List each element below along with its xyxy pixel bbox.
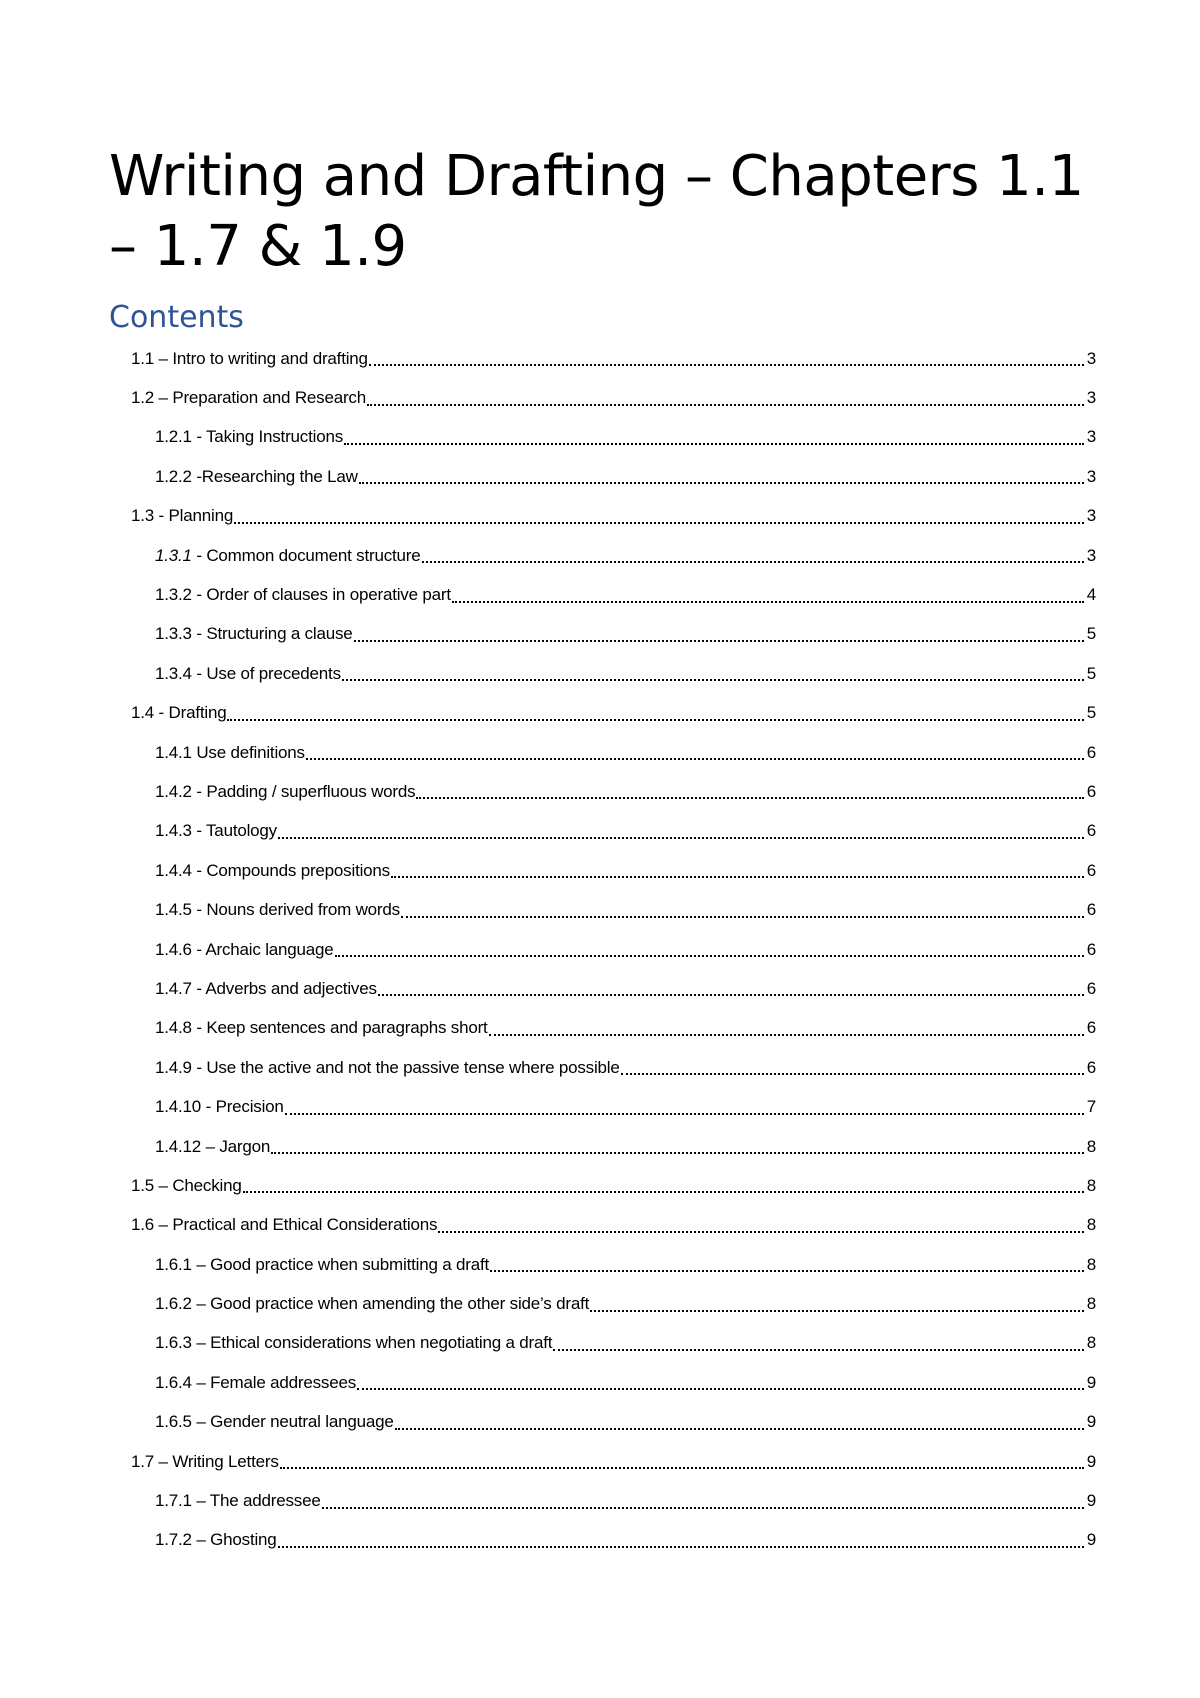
toc-entry[interactable]	[0, 1048, 1200, 1087]
toc-dot-leader	[490, 1253, 1084, 1272]
toc-dot-leader	[553, 1332, 1084, 1351]
toc-entry-text: 1.3 - Planning	[131, 506, 234, 526]
toc-entry[interactable]	[0, 654, 1200, 693]
toc-page-number[interactable]: 3	[1086, 388, 1096, 408]
toc-page-number[interactable]: 3	[1086, 427, 1096, 447]
toc-entry-text: 1.7 – Writing Letters	[131, 1451, 279, 1471]
toc-page-number[interactable]: 3	[1086, 466, 1096, 486]
toc-entry-text: 1.6.2 – Good practice when amending the other side’s draft	[155, 1294, 590, 1314]
toc-entry[interactable]	[0, 969, 1200, 1008]
toc-entry-label[interactable]	[155, 979, 377, 999]
toc-entry[interactable]	[0, 1166, 1200, 1205]
toc-entry-text: 1.2.2 -Researching the Law	[155, 466, 358, 486]
toc-entry-text: 1.7.2 – Ghosting	[155, 1530, 277, 1550]
toc-page-number[interactable]: 5	[1086, 624, 1096, 644]
toc-dot-leader	[401, 899, 1084, 918]
toc-entry[interactable]	[0, 1087, 1200, 1126]
document-title: Writing and Drafting – Chapters 1.1 – 1.7 & 1.9	[109, 144, 1084, 279]
toc-entry-text: 1.4.9 - Use the active and not the passive tense where possible	[155, 1057, 620, 1077]
toc-entry-number: 1.3.1	[155, 545, 192, 565]
toc-entry-text: 1.4.2 - Padding / superfluous words	[155, 781, 416, 801]
toc-dot-leader	[369, 347, 1084, 366]
toc-entry[interactable]	[0, 1245, 1200, 1284]
toc-entry[interactable]	[0, 930, 1200, 969]
toc-entry-text: 1.6 – Practical and Ethical Considerations	[131, 1215, 438, 1235]
toc-entry-text: 1.4 - Drafting	[131, 703, 227, 723]
toc-dot-leader	[243, 1174, 1084, 1193]
toc-entry-text: 1.4.4 - Compounds prepositions	[155, 860, 390, 880]
toc-dot-leader	[285, 1096, 1084, 1115]
toc-entry-text: 1.3.3 - Structuring a clause	[155, 624, 353, 644]
toc-dot-leader	[357, 1371, 1084, 1390]
toc-entry-text: 1.7.1 – The addressee	[155, 1491, 321, 1511]
toc-page-number[interactable]: 3	[1086, 545, 1096, 565]
toc-page-number[interactable]: 8	[1086, 1294, 1096, 1314]
toc-entry[interactable]	[0, 1284, 1200, 1323]
toc-page-number[interactable]: 8	[1086, 1254, 1096, 1274]
toc-entry[interactable]	[0, 812, 1200, 851]
toc-page-number[interactable]: 8	[1086, 1136, 1096, 1156]
toc-dot-leader	[278, 820, 1084, 839]
toc-page-number[interactable]: 6	[1086, 939, 1096, 959]
toc-entry-label[interactable]	[155, 546, 421, 566]
toc-dot-leader	[342, 662, 1084, 681]
contents-heading: Contents	[109, 300, 244, 335]
toc-entry-label[interactable]	[155, 900, 400, 920]
toc-entry-label[interactable]	[155, 743, 305, 763]
toc-entry[interactable]	[0, 418, 1200, 457]
toc-entry[interactable]	[0, 890, 1200, 929]
toc-entry-text: 1.6.1 – Good practice when submitting a draft	[155, 1254, 490, 1274]
toc-entry-text: 1.2 – Preparation and Research	[131, 388, 366, 408]
toc-entry-text: 1.4.10 - Precision	[155, 1097, 284, 1117]
toc-dot-leader	[391, 859, 1084, 878]
toc-entry-label[interactable]	[155, 1097, 284, 1117]
toc-page-number[interactable]: 6	[1086, 1057, 1096, 1077]
toc-entry-label[interactable]	[155, 427, 343, 447]
toc-dot-leader	[227, 702, 1084, 721]
toc-page-number[interactable]: 9	[1086, 1372, 1096, 1392]
toc-entry[interactable]	[0, 1206, 1200, 1245]
toc-dot-leader	[590, 1293, 1084, 1312]
toc-entry-text: - Common document structure	[191, 545, 421, 565]
toc-entry-label[interactable]	[131, 349, 368, 369]
toc-page-number[interactable]: 6	[1086, 900, 1096, 920]
toc-dot-leader	[306, 741, 1084, 760]
toc-dot-leader	[489, 1017, 1084, 1036]
toc-entry[interactable]	[0, 1403, 1200, 1442]
toc-entry[interactable]	[0, 1521, 1200, 1560]
toc-entry[interactable]	[0, 615, 1200, 654]
toc-entry-label[interactable]	[131, 388, 366, 408]
toc-entry-text: 1.6.5 – Gender neutral language	[155, 1412, 394, 1432]
toc-entry-label[interactable]	[155, 1333, 552, 1353]
toc-dot-leader	[438, 1214, 1084, 1233]
toc-entry-text: 1.4.8 - Keep sentences and paragraphs short	[155, 1018, 488, 1038]
toc-entry[interactable]	[0, 733, 1200, 772]
toc-entry-text: 1.6.3 – Ethical considerations when negotiating a draft	[155, 1333, 553, 1353]
toc-page-number[interactable]: 5	[1086, 703, 1096, 723]
toc-entry[interactable]	[0, 694, 1200, 733]
toc-dot-leader	[280, 1450, 1084, 1469]
toc-entry[interactable]	[0, 772, 1200, 811]
toc-page-number[interactable]: 5	[1086, 663, 1096, 683]
toc-entry-label[interactable]	[155, 1255, 489, 1275]
toc-page-number[interactable]: 9	[1086, 1491, 1096, 1511]
toc-dot-leader	[422, 544, 1084, 563]
toc-page-number[interactable]: 4	[1086, 585, 1096, 605]
toc-entry-label[interactable]	[155, 585, 451, 605]
toc-dot-leader	[335, 938, 1084, 957]
toc-page-number[interactable]: 7	[1086, 1097, 1096, 1117]
toc-entry-label[interactable]	[155, 664, 341, 684]
toc-entry-text: 1.3.4 - Use of precedents	[155, 663, 341, 683]
toc-page-number[interactable]: 6	[1086, 821, 1096, 841]
toc-entry[interactable]	[0, 457, 1200, 496]
toc-entry-label[interactable]	[131, 1215, 437, 1235]
toc-entry[interactable]	[0, 1363, 1200, 1402]
toc-entry[interactable]	[0, 575, 1200, 614]
toc-entry-label[interactable]	[155, 1491, 321, 1511]
toc-dot-leader	[621, 1056, 1084, 1075]
toc-entry-text: 1.3.2 - Order of clauses in operative part	[155, 585, 451, 605]
toc-entry[interactable]	[0, 1324, 1200, 1363]
toc-page-number[interactable]: 6	[1086, 1018, 1096, 1038]
toc-dot-leader	[359, 465, 1084, 484]
toc-entry-label[interactable]	[155, 1373, 356, 1393]
toc-page-number[interactable]: 8	[1086, 1333, 1096, 1353]
toc-entry[interactable]	[0, 1481, 1200, 1520]
toc-dot-leader	[395, 1411, 1084, 1430]
toc-entry-label[interactable]	[131, 506, 233, 526]
toc-entry-text: 1.2.1 - Taking Instructions	[155, 427, 343, 447]
toc-entry-text: 1.4.1 Use definitions	[155, 742, 305, 762]
toc-page-number[interactable]: 6	[1086, 781, 1096, 801]
toc-entry-label[interactable]	[155, 467, 358, 487]
toc-page-number[interactable]: 6	[1086, 860, 1096, 880]
toc-page-number[interactable]: 6	[1086, 742, 1096, 762]
toc-entry[interactable]	[0, 536, 1200, 575]
toc-entry-label[interactable]	[155, 1412, 394, 1432]
toc-entry-label[interactable]	[155, 861, 390, 881]
toc-dot-leader	[234, 505, 1084, 524]
toc-entry-label[interactable]	[131, 1176, 242, 1196]
toc-entry-label[interactable]	[155, 1058, 620, 1078]
toc-entry[interactable]	[0, 497, 1200, 536]
toc-page-number[interactable]: 9	[1086, 1451, 1096, 1471]
toc-page-number[interactable]: 9	[1086, 1530, 1096, 1550]
toc-entry-label[interactable]	[155, 624, 353, 644]
toc-page-number[interactable]: 8	[1086, 1175, 1096, 1195]
toc-entry-label[interactable]	[131, 1452, 279, 1472]
toc-page-number[interactable]: 9	[1086, 1412, 1096, 1432]
toc-entry[interactable]	[0, 1127, 1200, 1166]
toc-entry-label[interactable]	[155, 1137, 270, 1157]
toc-dot-leader	[367, 387, 1084, 406]
toc-dot-leader	[322, 1490, 1084, 1509]
toc-entry-label[interactable]	[155, 782, 415, 802]
toc-dot-leader	[354, 623, 1084, 642]
toc-page-number[interactable]: 6	[1086, 978, 1096, 998]
toc-dot-leader	[344, 426, 1084, 445]
toc-entry-label[interactable]	[155, 1294, 589, 1314]
toc-dot-leader	[452, 584, 1084, 603]
toc-entry-text: 1.4.5 - Nouns derived from words	[155, 900, 400, 920]
toc-entry[interactable]	[0, 851, 1200, 890]
toc-page-number[interactable]: 3	[1086, 348, 1096, 368]
toc-dot-leader	[378, 977, 1084, 996]
toc-entry-label[interactable]	[131, 703, 226, 723]
toc-dot-leader	[278, 1529, 1084, 1548]
toc-entry-label[interactable]	[155, 1530, 277, 1550]
toc-entry[interactable]	[0, 339, 1200, 378]
toc-page-number[interactable]: 8	[1086, 1215, 1096, 1235]
toc-entry[interactable]	[0, 1442, 1200, 1481]
toc-entry-label[interactable]	[155, 821, 277, 841]
toc-entry[interactable]	[0, 1009, 1200, 1048]
toc-entry-text: 1.5 – Checking	[131, 1175, 242, 1195]
toc-entry-label[interactable]	[155, 940, 334, 960]
toc-entry[interactable]	[0, 378, 1200, 417]
toc-dot-leader	[271, 1135, 1084, 1154]
toc-entry-text: 1.4.7 - Adverbs and adjectives	[155, 978, 377, 998]
toc-entry-text: 1.6.4 – Female addressees	[155, 1372, 357, 1392]
table-of-contents	[0, 339, 1200, 1560]
toc-entry-text: 1.1 – Intro to writing and drafting	[131, 348, 368, 368]
toc-entry-label[interactable]	[155, 1018, 488, 1038]
toc-entry-text: 1.4.12 – Jargon	[155, 1136, 271, 1156]
toc-page-number[interactable]: 3	[1086, 506, 1096, 526]
toc-dot-leader	[416, 780, 1084, 799]
toc-entry-text: 1.4.3 - Tautology	[155, 821, 277, 841]
toc-entry-text: 1.4.6 - Archaic language	[155, 939, 334, 959]
